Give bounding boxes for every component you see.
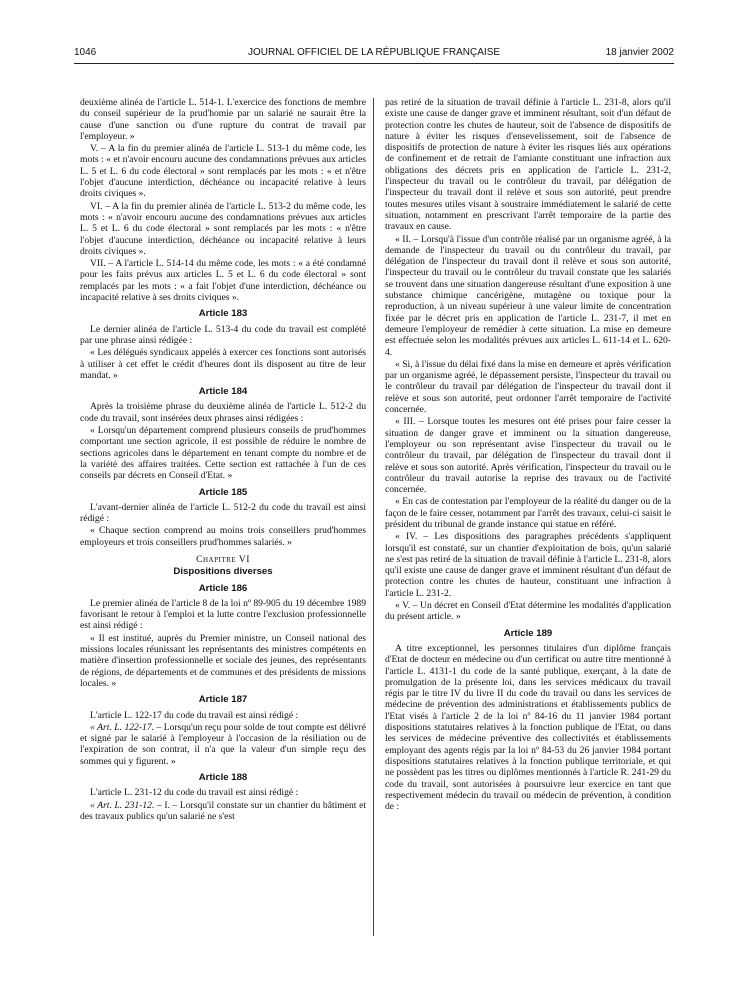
paragraph: A titre exceptionnel, les personnes titulaires d'un diplôme français d'Etat de docteur en médecine ou d'un certificat ou autre titre mentionné à l'article L. 4131-1 du code de la santé publique, exerçant, à la date de promulgation de la présente loi, dans les services médicaux du travail régis par le titre IV du livre II du code du travail ou dans les services de médecine de prévention des administrations et établissements publics de l'Etat visés à l'article 2 de la loi nº 84-16 du 11 janvier 1984 portant dispositions statutaires relatives à la fonction publique de l'Etat, ou dans les services de médecine préventive des collectivités et établissements employant des agents régis par la loi nº 84-53 du 26 janvier 1984 portant dispositions statutaires relatives à la fonction publique territoriale, et qui ne possèdent pas les titres ou diplômes mentionnés à l'article R. 241-29 du code du travail, sont autorisées à poursuivre leur exercice en tant que respectivement médecin du travail ou médecin de prévention, à condition de : <box>385 642 671 813</box>
article-reference: « Art. L. 122-17. <box>90 721 155 733</box>
article-heading: Article 186 <box>198 582 248 594</box>
paragraph: V. – A la fin du premier alinéa de l'article L. 513-1 du même code, les mots : « et n'avoir encouru aucune des condamnations prévues aux articles L. 5 et L. 6 du code électoral » sont remplacés par les mots : « et n'être l'objet d'aucune interdiction, déchéance ou incapacité relative à leurs droits civiques ». <box>80 143 366 200</box>
page-header <box>74 47 674 61</box>
article-heading: Article 185 <box>198 486 248 498</box>
page-number: 1046 <box>74 47 97 58</box>
header-rule <box>74 63 674 64</box>
column-divider <box>373 98 374 936</box>
paragraph: Après la troisième phrase du deuxième alinéa de l'article L. 512-2 du code du travail, sont insérées deux phrases ainsi rédigées : <box>80 401 366 424</box>
paragraph-text: – Lorsqu'un reçu pour solde de tout compte est délivré et signé par le salarié à l'employeur à l'occasion de la résiliation ou de l'expiration de son contrat, il n'a que la valeur d'un simple reçu des sommes qui y figurent. » <box>80 721 367 767</box>
paragraph: « Les délégués syndicaux appelés à exercer ces fonctions sont autorisés à utiliser à cet effet le crédit d'heures dont ils disposent au titre de leur mandat. » <box>80 347 366 381</box>
paragraph: pas retiré de la situation de travail définie à l'article L. 231-8, alors qu'il existe une cause de danger grave et imminent résultant, soit d'un défaut de protection contre les chutes de hauteur, soit de l'absence de dispositifs de nature à éviter les risques d'ensevelissement, soit de l'absence de dispositifs de protection de nature à éviter les risques liés aux opérations de confinement et de retrait de l'amiante constituant une infraction aux obligations des décrets pris en application de l'article L. 231-2, l'inspecteur du travail ou le contrôleur du travail, par délégation de l'inspecteur du travail dont il relève et sous son autorité, peut prendre toutes mesures utiles visant à soustraire immédiatement le salarié de cette situation, notamment en prescrivant l'arrêt temporaire de la partie des travaux en cause. <box>385 97 671 233</box>
paragraph: « Lorsqu'un département comprend plusieurs conseils de prud'hommes comportant une section agricole, il est possible de réduire le nombre de sections agricoles dans le département en tenant compte du nombre et de la variété des affaires traitées. Cette section est rattachée à l'un de ces conseils par décrets en Conseil d'Etat. » <box>80 425 366 482</box>
paragraph: L'article L. 122-17 du code du travail est ainsi rédigé : <box>90 709 299 721</box>
paragraph: « III. – Lorsque toutes les mesures ont été prises pour faire cesser la situation de danger grave et imminent ou la situation dangereuse, l'employeur ou son représentant avise l'inspecteur du travail ou le contrôleur du travail, par délégation de l'inspecteur du travail dont il relève et sous son autorité. Après vérification, l'inspecteur du travail ou le contrôleur du travail autorise la reprise des travaux ou de l'activité concernée. <box>385 416 671 496</box>
right-column <box>385 97 671 997</box>
article-heading: Article 187 <box>198 694 248 706</box>
chapter-label: Chapitre VI <box>196 553 250 565</box>
journal-title: JOURNAL OFFICIEL DE LA RÉPUBLIQUE FRANÇAISE <box>247 47 501 58</box>
paragraph <box>80 800 366 823</box>
article-heading: Article 189 <box>503 627 553 639</box>
article-heading: Article 188 <box>198 772 248 784</box>
paragraph: VII. – A l'article L. 514-14 du même code, les mots : « a été condamné pour les faits prévus aux articles L. 5 et L. 6 du code électoral » sont remplacés par les mots : « a fait l'objet d'une interdiction, déchéance ou incapacité relative à ses droits civiques ». <box>80 258 366 304</box>
paragraph: Le dernier alinéa de l'article L. 513-4 du code du travail est complété par une phrase ainsi rédigée : <box>80 323 366 346</box>
paragraph-text: – I. – Lorsqu'il constate sur un chantier du bâtiment et des travaux publics qu'un salarié ne s'est <box>80 799 366 822</box>
paragraph: Le premier alinéa de l'article 8 de la loi nº 89-905 du 19 décembre 1989 favorisant le retour à l'emploi et la lutte contre l'exclusion professionnelle est ainsi rédigé : <box>80 597 366 632</box>
article-reference: « Art. L. 231-12. <box>90 799 155 811</box>
issue-date: 18 janvier 2002 <box>605 47 674 58</box>
paragraph: « Il est institué, auprès du Premier ministre, un Conseil national des missions locales réunissant les représentants des ministres compétents en matière d'insertion professionnelle et sociale des jeunes, des représentants de régions, de départements et de communes et des présidents de missions locales. » <box>80 632 366 689</box>
article-heading: Article 183 <box>198 308 248 320</box>
article-heading: Article 184 <box>198 386 248 398</box>
paragraph: « II. – Lorsqu'à l'issue d'un contrôle réalisé par un organisme agréé, à la demande de l'inspecteur du travail ou du contrôleur du travail, par délégation de l'inspecteur du travail dont il relève et sous son autorité, l'inspecteur du travail ou le contrôleur du travail constate que les salariés se trouvent dans une situation dangereuse résultant d'une exposition à une substance chimique cancérigène, mutagène ou toxique pour la reproduction, à un niveau supérieur à une valeur limite de concentration fixée par le décret pris en application de l'article L. 231-7, il met en demeure l'employeur de remédier à cette situation. La mise en demeure est effectuée selon les modalités prévues aux articles L. 611-14 et L. 620-4. <box>385 233 671 358</box>
paragraph: « En cas de contestation par l'employeur de la réalité du danger ou de la façon de le faire cesser, notamment par l'arrêt des travaux, celui-ci saisit le président du tribunal de grande instance qui statue en référé. <box>385 496 671 530</box>
paragraph: « V. – Un décret en Conseil d'Etat détermine les modalités d'application du présent article. » <box>385 600 671 623</box>
paragraph: « IV. – Les dispositions des paragraphes précédents s'appliquent lorsqu'il est constaté, sur un chantier d'exploitation de bois, qu'un salarié ne s'est pas retiré de la situation de travail définie à l'article L. 231-8, alors qu'il existe une cause de danger grave et imminent résultant d'un défaut de protection contre les chutes de hauteur, constituant une infraction à l'article L. 231-2. <box>385 531 671 599</box>
paragraph: L'article L. 231-12 du code du travail est ainsi rédigé : <box>90 787 299 799</box>
left-column <box>80 97 366 997</box>
paragraph: VI. – A la fin du premier alinéa de l'article L. 513-2 du même code, les mots : « n'avoir encouru aucune des condamnations prévues aux articles L. 5 et L. 6 du code électoral » sont remplacés par les mots : « n'être l'objet d'aucune interdiction, déchéance ou incapacité relative à leurs droits civiques ». <box>80 200 366 257</box>
paragraph <box>80 722 366 767</box>
chapter-title: Dispositions diverses <box>173 566 273 578</box>
paragraph: deuxième alinéa de l'article L. 514-1. L'exercice des fonctions de membre du conseil supérieur de la prud'homie par un salarié ne saurait être la cause d'une sanction ou d'une rupture du contrat de travail par l'employeur. » <box>80 97 366 142</box>
paragraph: L'avant-dernier alinéa de l'article L. 512-2 du code du travail est ainsi rédigé : <box>80 501 366 525</box>
paragraph: « Si, à l'issue du délai fixé dans la mise en demeure et après vérification par un organisme agréé, le dépassement persiste, l'inspecteur du travail ou le contrôleur du travail par délégation de l'inspecteur du travail dont il relève et sous son autorité, peut ordonner l'arrêt temporaire de l'activité concernée. <box>385 358 671 416</box>
paragraph: « Chaque section comprend au moins trois conseillers prud'hommes employeurs et trois conseillers prud'hommes salariés. » <box>80 525 366 548</box>
